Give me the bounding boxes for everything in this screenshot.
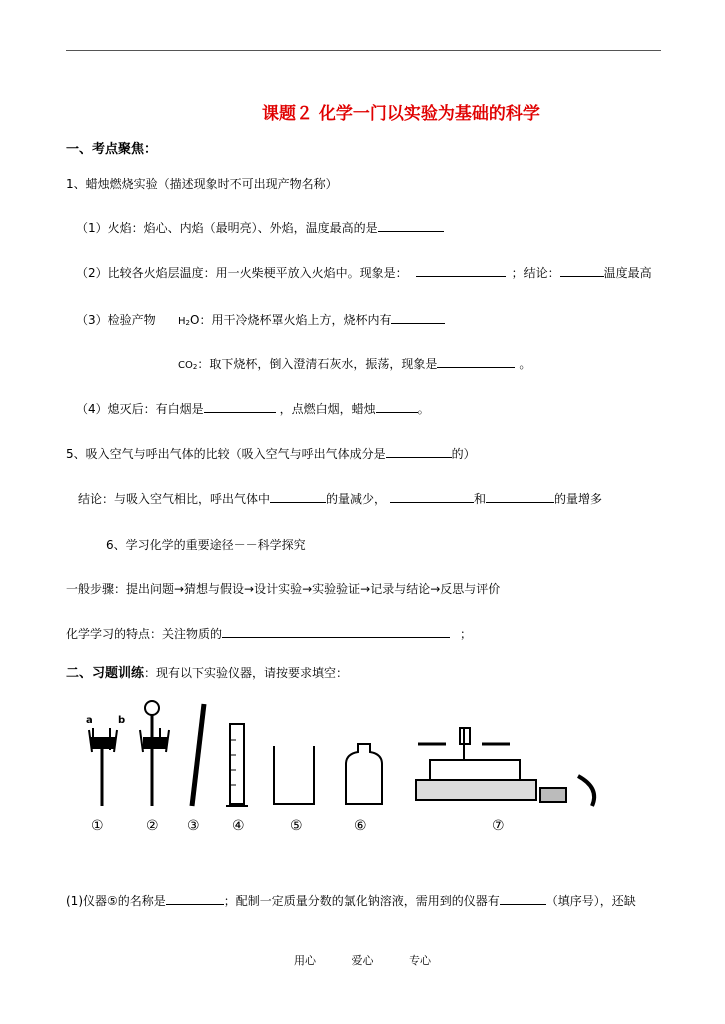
- question-1: （1）火焰：焰心、内焰（最明亮）、外焰，温度最高的是: [76, 220, 444, 236]
- label-a: a: [86, 715, 93, 726]
- answer-blank[interactable]: [166, 893, 224, 905]
- page-title: 课题２ 化学一门以实验为基础的科学: [262, 104, 540, 124]
- apparatus-number: ②: [146, 818, 159, 834]
- apparatus-7-icon: [416, 728, 594, 806]
- exercise-1: (1)仪器⑤的名称是 ；配制一定质量分数的氯化钠溶液，需用到的仪器有 （填序号），还缺: [66, 894, 636, 908]
- conclusion: 结论：与吸入空气相比，呼出气体中 的量减少， 和 的量增多: [78, 492, 603, 506]
- answer-blank[interactable]: [376, 401, 418, 413]
- question-3-h2o: $H_2O$：用干冷烧杯罩火焰上方，烧杯内有: [178, 312, 445, 331]
- answer-blank[interactable]: [378, 220, 444, 232]
- apparatus-number: ①: [91, 818, 104, 834]
- answer-blank[interactable]: [222, 626, 450, 638]
- apparatus-number: ④: [232, 818, 245, 834]
- question-4: （4）熄灭后：有白烟是 ，点燃白烟，蜡烛 。: [76, 402, 430, 416]
- learning-features: 化学学习的特点：关注物质的 ；: [66, 627, 473, 641]
- apparatus-number: ⑤: [290, 818, 303, 834]
- section-heading-2: 二、习题训练：现有以下实验仪器，请按要求填空：: [66, 666, 349, 681]
- label-b: b: [118, 715, 126, 726]
- question-3-label: （3）检验产物: [76, 313, 156, 327]
- footer-text: 用心: [294, 954, 316, 967]
- general-steps: 一般步骤：提出问题→猜想与假设→设计实验→实验验证→记录与结论→反思与评价: [66, 582, 501, 596]
- footer-text: 爱心: [351, 954, 374, 967]
- question-3-co2: $CO_2$：取下烧杯，倒入澄清石灰水，振荡，现象是 。: [178, 357, 532, 371]
- answer-blank[interactable]: [270, 491, 326, 503]
- apparatus-figure: [80, 700, 620, 810]
- answer-blank[interactable]: [390, 491, 474, 503]
- answer-blank[interactable]: [416, 265, 506, 277]
- answer-blank[interactable]: [391, 312, 445, 324]
- footer-text: 专心: [409, 954, 431, 967]
- apparatus-6-icon: [346, 744, 382, 804]
- apparatus-number: ⑦: [492, 818, 505, 834]
- apparatus-4-icon: [226, 724, 248, 806]
- apparatus-1-icon: [89, 728, 117, 806]
- item-5: 5、吸入空气与呼出气体的比较（吸入空气与呼出气体成分是 的）: [66, 447, 476, 461]
- apparatus-number: ⑥: [354, 818, 367, 834]
- answer-blank[interactable]: [386, 446, 452, 458]
- section-heading-1: 一、考点聚焦：: [66, 142, 158, 157]
- item-6: 6、学习化学的重要途径－－科学探究: [106, 538, 306, 552]
- apparatus-number: ③: [187, 818, 200, 834]
- apparatus-5-icon: [274, 746, 314, 804]
- answer-blank[interactable]: [437, 356, 515, 368]
- answer-blank[interactable]: [500, 893, 546, 905]
- answer-blank[interactable]: [486, 491, 554, 503]
- answer-blank[interactable]: [204, 401, 276, 413]
- answer-blank[interactable]: [560, 265, 604, 277]
- page-footer: [0, 952, 725, 968]
- item-1: 1、蜡烛燃烧实验（描述现象时不可出现产物名称）: [66, 177, 338, 191]
- apparatus-3-icon: [192, 704, 204, 806]
- question-2: （2）比较各火焰层温度：用一火柴梗平放入火焰中。现象是： ；结论： 温度最高: [76, 266, 652, 280]
- header-rule: [66, 50, 661, 51]
- apparatus-2-icon: [140, 701, 169, 806]
